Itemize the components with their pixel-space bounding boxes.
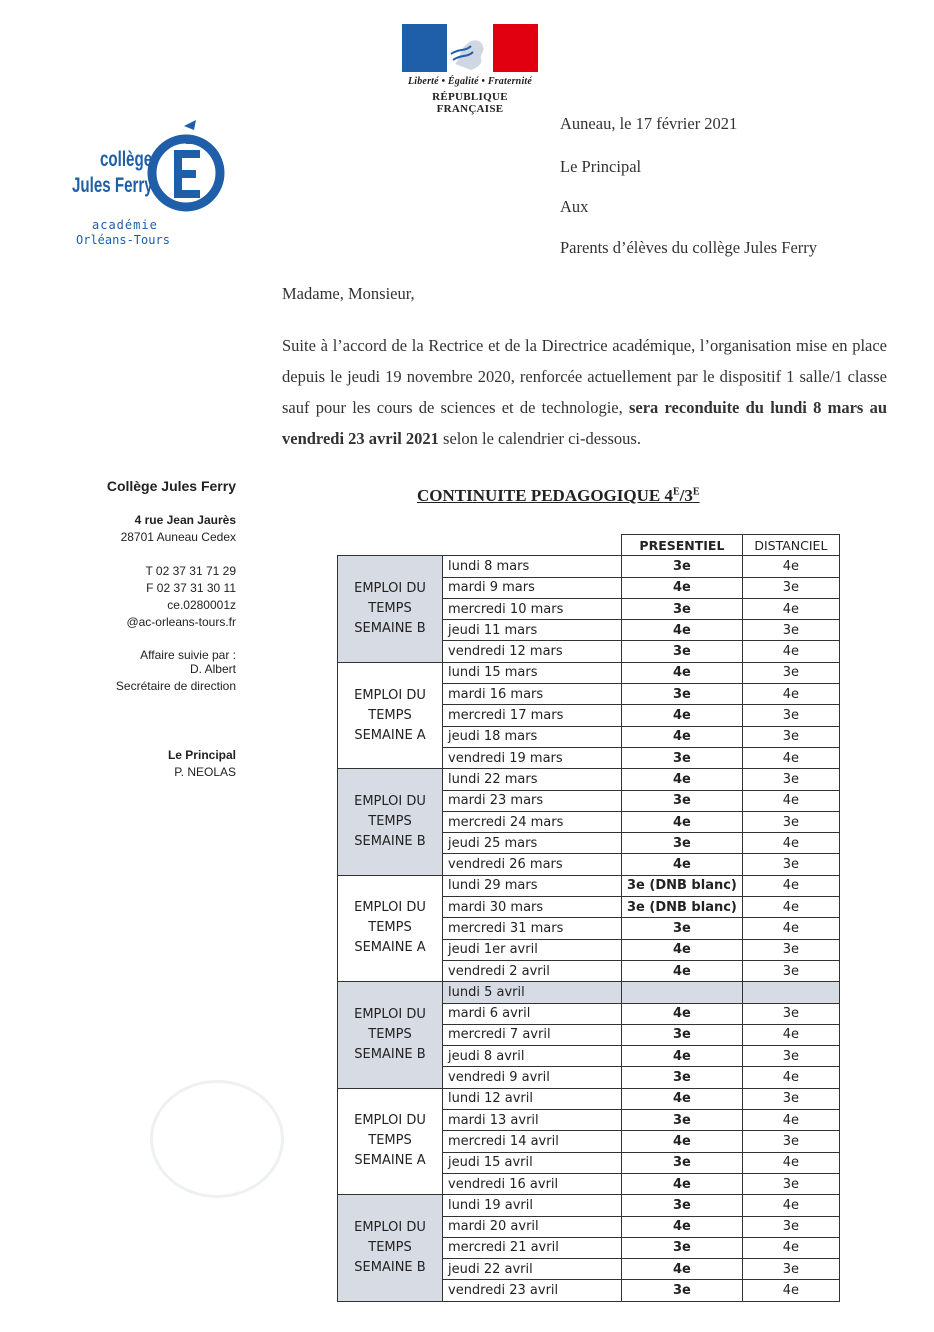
logo-line-orleans: Orléans-Tours — [76, 233, 170, 247]
distanciel-value: 4e — [742, 1237, 839, 1258]
distanciel-value: 3e — [742, 960, 839, 981]
presentiel-value: 4e — [622, 726, 743, 747]
week-label-line: EMPLOI DU — [354, 1006, 426, 1022]
presentiel-value: 4e — [622, 577, 743, 598]
distanciel-value: 4e — [742, 641, 839, 662]
day-date: mardi 30 mars — [443, 897, 622, 918]
week-label-line: SEMAINE B — [354, 621, 426, 637]
day-date: lundi 19 avril — [443, 1195, 622, 1216]
schedule-row — [338, 556, 840, 577]
day-date: mardi 9 mars — [443, 577, 622, 598]
distanciel-value: 4e — [742, 1195, 839, 1216]
distanciel-value: 4e — [742, 875, 839, 896]
sidebar-address1: 4 rue Jean Jaurès — [134, 513, 236, 527]
republic-logo — [402, 24, 538, 115]
letter-paragraph — [282, 330, 887, 454]
week-label-line: SEMAINE B — [354, 1259, 426, 1275]
distanciel-value: 3e — [742, 1259, 839, 1280]
sidebar-affair-role: Secrétaire de direction — [115, 679, 236, 693]
week-label-line: TEMPS — [368, 1133, 412, 1149]
schedule-row — [338, 1088, 840, 1109]
schedule-title — [417, 486, 700, 506]
presentiel-value: 3e — [622, 684, 743, 705]
week-label-line: EMPLOI DU — [354, 581, 426, 597]
republic-motto: Liberté • Égalité • Fraternité — [407, 76, 533, 87]
presentiel-value: 3e (DNB blanc) — [622, 875, 743, 896]
sidebar-address2: 28701 Auneau Cedex — [120, 530, 236, 544]
day-date: mercredi 17 mars — [443, 705, 622, 726]
week-label-line: TEMPS — [368, 707, 412, 723]
distanciel-value: 4e — [742, 790, 839, 811]
week-label-line: EMPLOI DU — [354, 794, 426, 809]
presentiel-value: 3e — [622, 1280, 743, 1301]
presentiel-value: 4e — [622, 705, 743, 726]
marianne-flag — [402, 24, 538, 72]
presentiel-value: 3e — [622, 598, 743, 619]
presentiel-value: 4e — [622, 1173, 743, 1194]
distanciel-value: 4e — [742, 1280, 839, 1301]
paragraph-text-1: Suite à l’accord de la Rectrice et de la Directrice académique, l’organisation mise en place depuis le jeudi 19 novembre 2020, renforcée actuellement par le dispositif 1 salle/1 classe sauf pour les cours de sciences et de technologie, — [282, 336, 887, 417]
logo-line-name: Jules Ferry — [72, 174, 153, 197]
day-date: lundi 12 avril — [443, 1088, 622, 1109]
sidebar-email: @ac-orleans-tours.fr — [126, 615, 236, 629]
sidebar-phone: T 02 37 31 71 29 — [145, 564, 236, 578]
sidebar-affair-label: Affaire suivie par : — [140, 648, 236, 662]
presentiel-value: 3e — [622, 833, 743, 854]
distanciel-value: 4e — [742, 598, 839, 619]
distanciel-value: 4e — [742, 833, 839, 854]
presentiel-value: 3e — [622, 1152, 743, 1173]
distanciel-value: 4e — [742, 556, 839, 577]
title-slash: /3 — [679, 486, 693, 505]
week-label — [338, 875, 443, 981]
presentiel-value: 3e — [622, 747, 743, 768]
distanciel-value: 3e — [742, 939, 839, 960]
day-date: jeudi 1er avril — [443, 939, 622, 960]
week-label — [338, 982, 443, 1088]
sidebar-sign-name: P. NEOLAS — [174, 765, 236, 779]
blank-cell — [443, 535, 622, 556]
distanciel-value: 3e — [742, 1173, 839, 1194]
presentiel-value: 4e — [622, 1088, 743, 1109]
distanciel-value: 3e — [742, 577, 839, 598]
salutation: Madame, Monsieur, — [282, 284, 415, 303]
college-e-logo-icon — [66, 118, 226, 228]
day-date: lundi 22 mars — [443, 769, 622, 790]
distanciel-value: 4e — [742, 1110, 839, 1131]
day-date: vendredi 16 avril — [443, 1173, 622, 1194]
distanciel-value: 3e — [742, 854, 839, 875]
week-label-line: SEMAINE A — [354, 1153, 426, 1169]
distanciel-value: 3e — [742, 620, 839, 641]
distanciel-value: 4e — [742, 897, 839, 918]
day-date: mardi 13 avril — [443, 1110, 622, 1131]
presentiel-value: 3e — [622, 918, 743, 939]
presentiel-value: 3e — [622, 1110, 743, 1131]
day-date: jeudi 8 avril — [443, 1046, 622, 1067]
presentiel-value: 4e — [622, 662, 743, 683]
schedule-row — [338, 982, 840, 1003]
sidebar-school: Collège Jules Ferry — [106, 478, 236, 494]
place-date: Auneau, le 17 février 2021 — [560, 114, 738, 133]
week-label-line: TEMPS — [368, 601, 412, 617]
distanciel-value: 4e — [742, 918, 839, 939]
distanciel-value: 3e — [742, 1088, 839, 1109]
distanciel-value — [742, 982, 839, 1003]
column-header-distanciel: DISTANCIEL — [742, 535, 839, 556]
day-date: jeudi 15 avril — [443, 1152, 622, 1173]
day-date: vendredi 23 avril — [443, 1280, 622, 1301]
faded-stamp — [150, 1080, 284, 1198]
day-date: jeudi 11 mars — [443, 620, 622, 641]
sender: Le Principal — [560, 157, 642, 176]
presentiel-value: 3e — [622, 1024, 743, 1045]
schedule-row — [338, 662, 840, 683]
week-label — [338, 1195, 443, 1301]
day-date: mercredi 24 mars — [443, 811, 622, 832]
presentiel-value: 4e — [622, 1259, 743, 1280]
week-label-line: SEMAINE B — [354, 834, 426, 849]
week-label-line: SEMAINE A — [354, 727, 426, 743]
presentiel-value: 4e — [622, 1046, 743, 1067]
day-date: mercredi 7 avril — [443, 1024, 622, 1045]
schedule-row — [338, 875, 840, 896]
title-sup-1: E — [672, 486, 680, 498]
week-label — [338, 556, 443, 662]
day-date: lundi 15 mars — [443, 662, 622, 683]
college-logo — [66, 118, 226, 253]
week-label — [338, 769, 443, 875]
presentiel-value: 3e — [622, 1067, 743, 1088]
day-date: mardi 23 mars — [443, 790, 622, 811]
column-header-presentiel: PRESENTIEL — [622, 535, 743, 556]
day-date: mercredi 31 mars — [443, 918, 622, 939]
week-label-line: TEMPS — [368, 1026, 412, 1042]
distanciel-value: 4e — [742, 1024, 839, 1045]
week-label-line: EMPLOI DU — [354, 687, 426, 703]
republic-name: RÉPUBLIQUE FRANÇAISE — [432, 91, 508, 115]
day-date: vendredi 19 mars — [443, 747, 622, 768]
day-date: mardi 6 avril — [443, 1003, 622, 1024]
distanciel-value: 3e — [742, 1003, 839, 1024]
presentiel-value: 4e — [622, 1216, 743, 1237]
distanciel-value: 4e — [742, 747, 839, 768]
distanciel-value: 3e — [742, 705, 839, 726]
day-date: jeudi 18 mars — [443, 726, 622, 747]
sidebar-fax: F 02 37 31 30 11 — [146, 581, 236, 595]
day-date: vendredi 2 avril — [443, 960, 622, 981]
title-sup-2: E — [692, 486, 700, 498]
week-label-line: TEMPS — [368, 814, 412, 829]
week-label — [338, 662, 443, 768]
presentiel-value: 4e — [622, 854, 743, 875]
paragraph-text-2: selon le calendrier ci-dessous. — [438, 429, 641, 448]
presentiel-value: 4e — [622, 1131, 743, 1152]
day-date: vendredi 26 mars — [443, 854, 622, 875]
sidebar-code: ce.0280001z — [167, 598, 236, 612]
day-date: jeudi 25 mars — [443, 833, 622, 854]
distanciel-value: 3e — [742, 769, 839, 790]
distanciel-value: 3e — [742, 1131, 839, 1152]
distanciel-value: 4e — [742, 1067, 839, 1088]
distanciel-value: 3e — [742, 1216, 839, 1237]
presentiel-value: 3e — [622, 556, 743, 577]
title-text: CONTINUITE PEDAGOGIQUE 4 — [417, 486, 673, 505]
day-date: mercredi 21 avril — [443, 1237, 622, 1258]
sidebar-sign-role: Le Principal — [167, 748, 236, 762]
blank-cell — [338, 535, 443, 556]
schedule-row — [338, 769, 840, 790]
day-date: vendredi 12 mars — [443, 641, 622, 662]
week-label-line: EMPLOI DU — [354, 1219, 426, 1235]
distanciel-value: 3e — [742, 811, 839, 832]
day-date: lundi 29 mars — [443, 875, 622, 896]
day-date: mercredi 10 mars — [443, 598, 622, 619]
distanciel-value: 4e — [742, 684, 839, 705]
presentiel-value — [622, 982, 743, 1003]
presentiel-value: 4e — [622, 811, 743, 832]
distanciel-value: 3e — [742, 1046, 839, 1067]
schedule-row — [338, 1195, 840, 1216]
day-date: mercredi 14 avril — [443, 1131, 622, 1152]
week-label-line: TEMPS — [368, 920, 412, 936]
day-date: lundi 5 avril — [443, 982, 622, 1003]
week-label-line: SEMAINE B — [354, 1046, 426, 1062]
recipient-prefix: Aux — [560, 197, 589, 216]
day-date: jeudi 22 avril — [443, 1259, 622, 1280]
presentiel-value: 3e — [622, 641, 743, 662]
distanciel-value: 3e — [742, 662, 839, 683]
presentiel-value: 4e — [622, 939, 743, 960]
day-date: mardi 16 mars — [443, 684, 622, 705]
week-label — [338, 1088, 443, 1194]
week-label-line: TEMPS — [368, 1239, 412, 1255]
sidebar-affair-name: D. Albert — [189, 662, 236, 676]
logo-line-academie: académie — [92, 218, 158, 232]
paragraph-bold: sera reconduite du lundi 8 mars au vendredi 23 avril 2021 — [282, 398, 887, 448]
recipients: Parents d’élèves du collège Jules Ferry — [560, 238, 818, 257]
week-label-line: SEMAINE A — [354, 940, 426, 956]
day-date: vendredi 9 avril — [443, 1067, 622, 1088]
schedule-table — [337, 534, 840, 1302]
presentiel-value: 4e — [622, 620, 743, 641]
presentiel-value: 3e (DNB blanc) — [622, 897, 743, 918]
distanciel-value: 3e — [742, 726, 839, 747]
presentiel-value: 4e — [622, 1003, 743, 1024]
presentiel-value: 3e — [622, 1237, 743, 1258]
logo-line-college: collège — [100, 148, 153, 171]
presentiel-value: 4e — [622, 769, 743, 790]
marianne-profile-icon — [447, 24, 493, 72]
day-date: lundi 8 mars — [443, 556, 622, 577]
presentiel-value: 4e — [622, 960, 743, 981]
week-label-line: EMPLOI DU — [354, 900, 426, 916]
presentiel-value: 3e — [622, 790, 743, 811]
week-label-line: EMPLOI DU — [354, 1113, 426, 1129]
distanciel-value: 4e — [742, 1152, 839, 1173]
day-date: mardi 20 avril — [443, 1216, 622, 1237]
presentiel-value: 3e — [622, 1195, 743, 1216]
